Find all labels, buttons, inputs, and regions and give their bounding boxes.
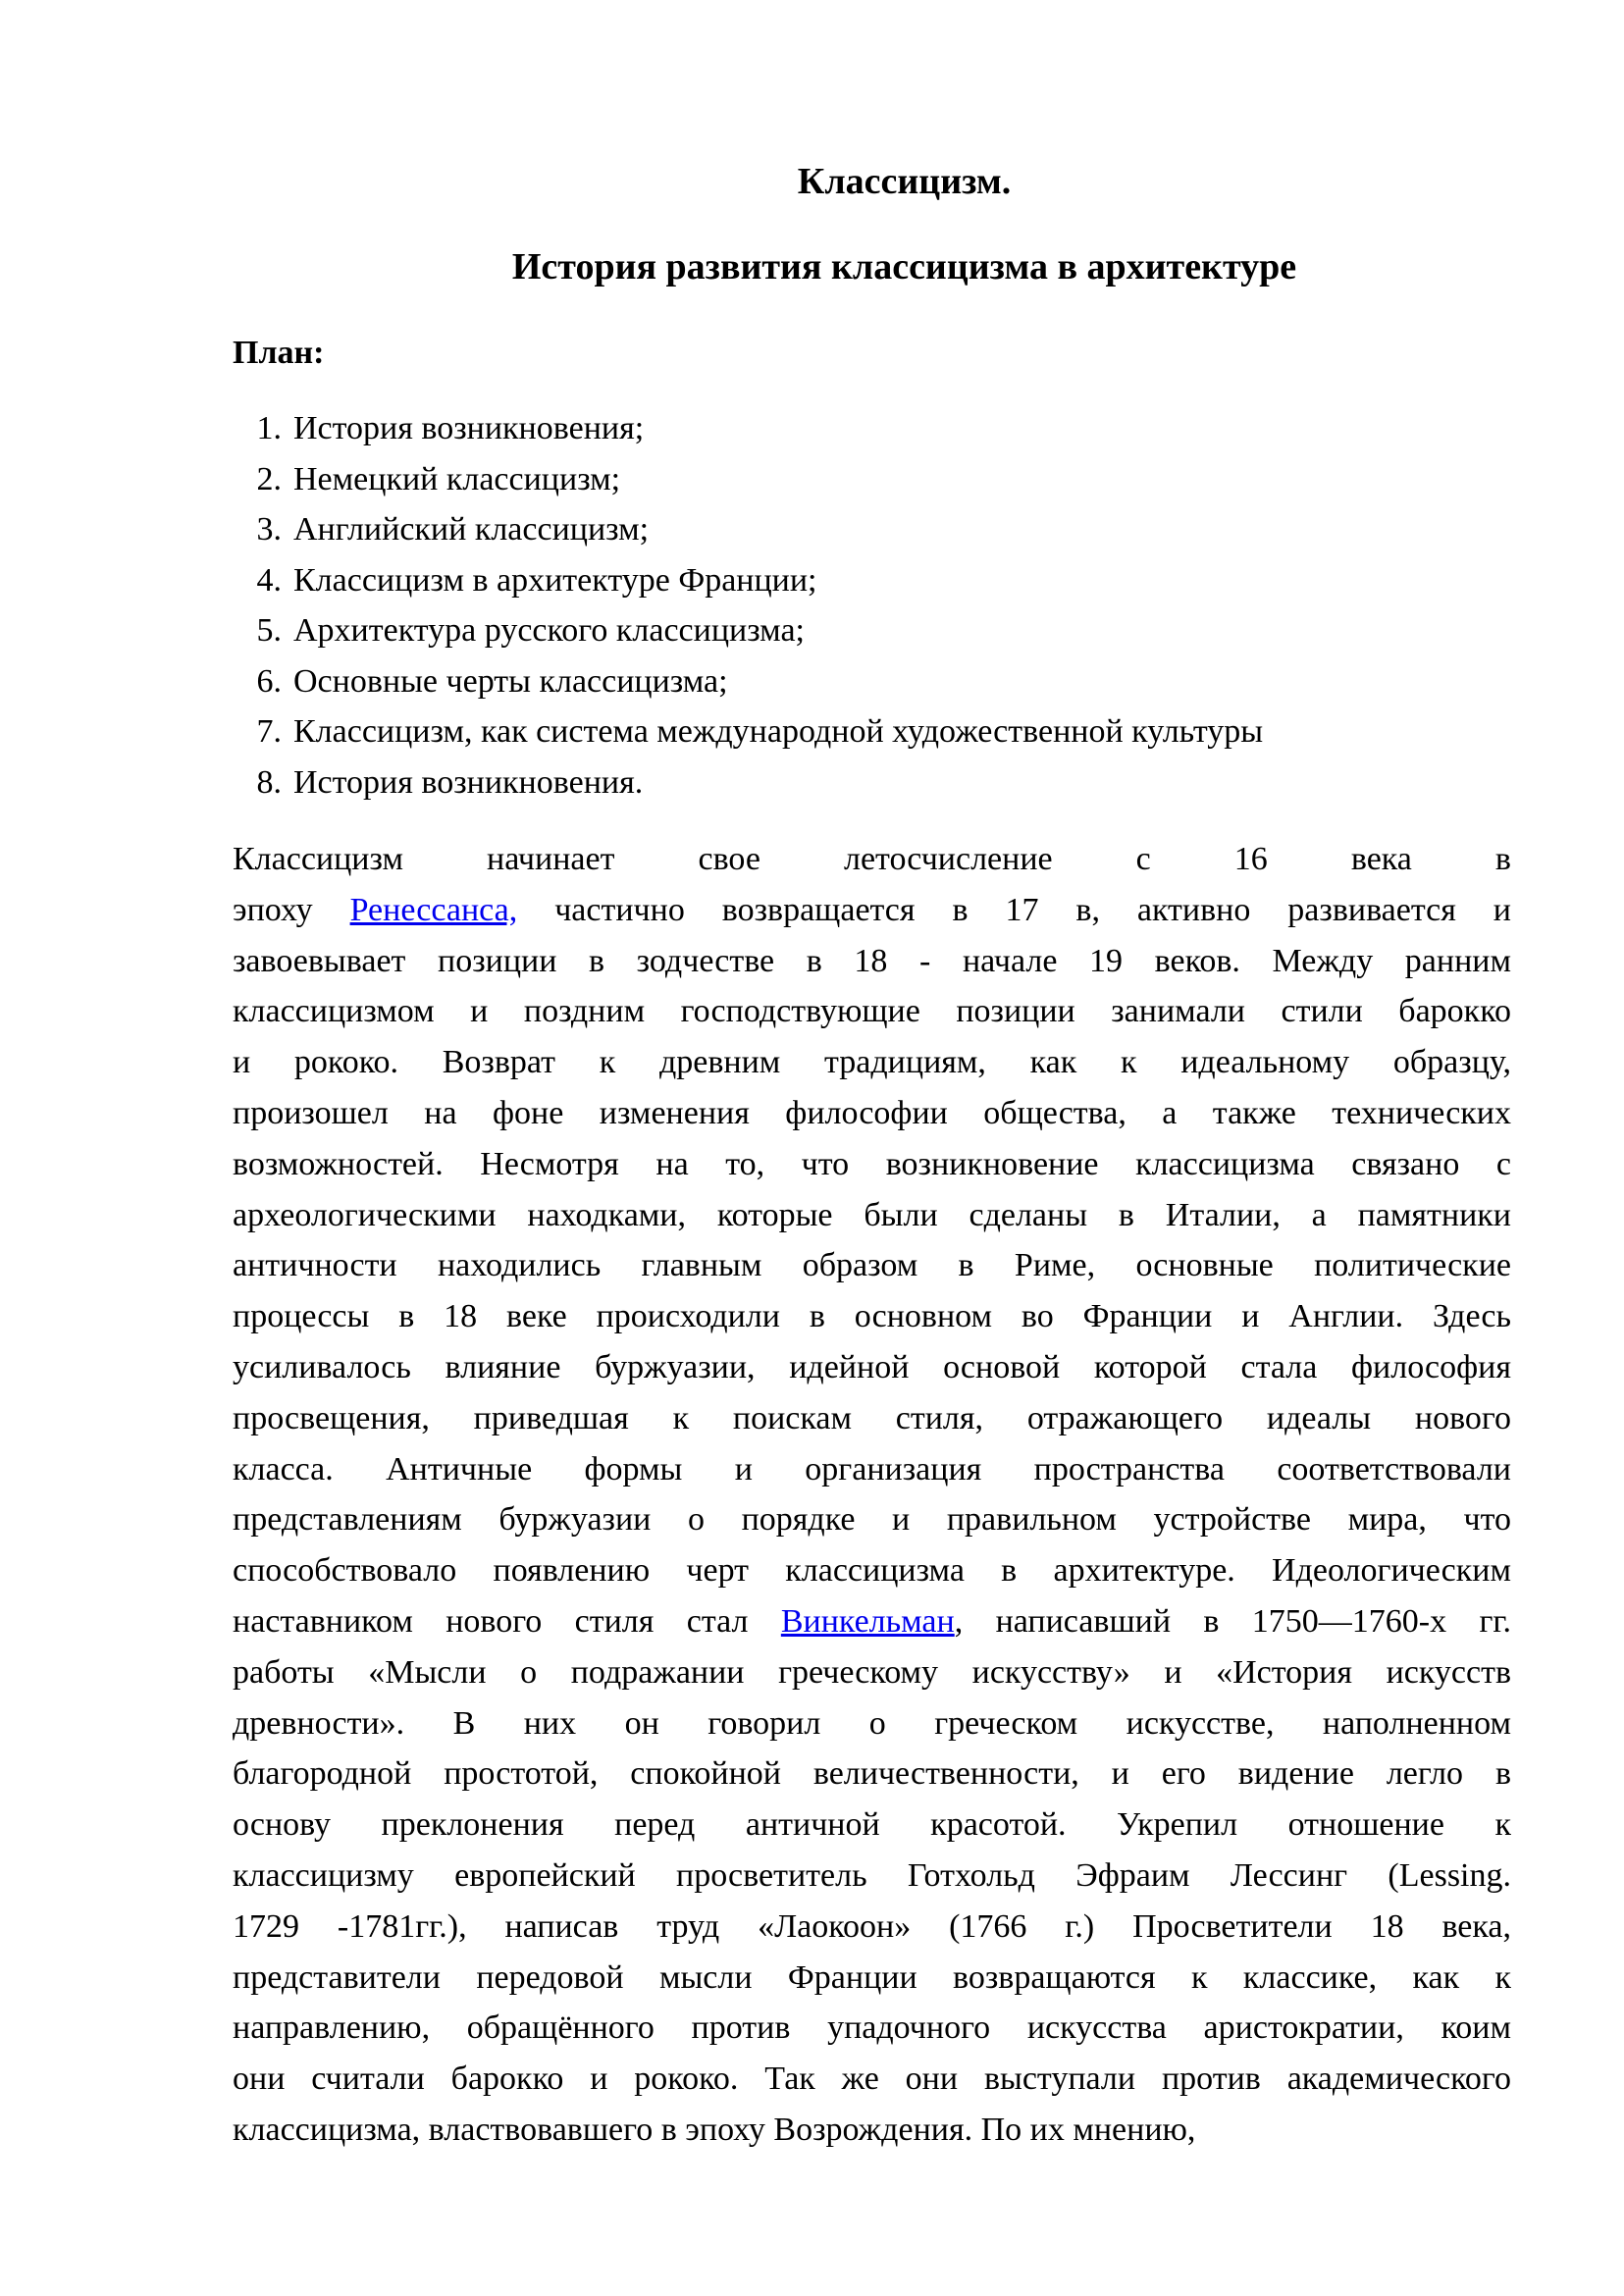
plan-item xyxy=(233,555,1263,606)
link-renaissance[interactable]: Ренессанса, xyxy=(349,891,518,928)
link-winckelmann[interactable]: Винкельман xyxy=(780,1602,955,1640)
plan-item-number: 2. xyxy=(256,460,282,497)
body-line: 1729 -1781гг.), написав труд «Лаокоон» (1766 г.) Просветители 18 века, xyxy=(233,1907,1511,1945)
plan-item-number: 3. xyxy=(256,511,282,548)
body-line xyxy=(233,885,1511,936)
body-line: они считали барокко и рококо. Так же они выступали против академического xyxy=(233,2061,1511,2098)
body-line: возможностей. Несмотря на то, что возникновение классицизма связано с xyxy=(233,1145,1511,1182)
plan-item-text: Английский классицизм; xyxy=(293,511,650,548)
plan-list xyxy=(233,403,1263,808)
plan-item xyxy=(233,605,1263,656)
body-line: просвещения, приведшая к поискам стиля, отражающего идеалы нового xyxy=(233,1399,1511,1436)
plan-item-number: 8. xyxy=(256,763,282,801)
plan-item-number: 6. xyxy=(256,662,282,700)
body-line-text: эпоху xyxy=(233,891,350,928)
plan-label: План: xyxy=(233,335,325,371)
plan-item-text: Классицизм в архитектуре Франции; xyxy=(293,561,817,599)
body-line-text: , написавший в 1750—1760-х гг. xyxy=(954,1602,1511,1640)
body-line-text: наставником нового стиля стал xyxy=(233,1602,781,1640)
plan-item-text: История возникновения. xyxy=(293,763,644,801)
document-title: Классицизм. xyxy=(797,161,1012,202)
plan-item xyxy=(233,403,1263,454)
body-line: античности находились главным образом в Риме, основные политические xyxy=(233,1247,1511,1284)
body-line: класса. Античные формы и организация пространства соответствовали xyxy=(233,1450,1511,1487)
plan-item-text: Классицизм, как система международной художественной культуры xyxy=(293,713,1264,750)
plan-item-text: История возникновения; xyxy=(293,410,645,446)
body-line: произошел на фоне изменения философии общества, а также технических xyxy=(233,1094,1511,1131)
plan-item-text: Немецкий классицизм; xyxy=(293,460,621,497)
body-line: древности». В них он говорил о греческом искусстве, наполненном xyxy=(233,1704,1511,1742)
body-line: направлению, обращённого против упадочного искусства аристократии, коим xyxy=(233,2009,1511,2047)
body-line: усиливалось влияние буржуазии, идейной основой которой стала философия xyxy=(233,1348,1511,1385)
plan-item xyxy=(233,454,1263,505)
plan-item xyxy=(233,656,1263,707)
plan-item-number: 5. xyxy=(256,612,282,649)
plan-item-number: 7. xyxy=(256,713,282,750)
plan-item-number: 4. xyxy=(256,561,282,599)
body-line: процессы в 18 веке происходили в основном во Франции и Англии. Здесь xyxy=(233,1298,1511,1335)
body-paragraph xyxy=(233,834,1511,2156)
body-line-text: частично возвращается в 17 в, активно развивается и xyxy=(517,891,1511,928)
body-line: и рококо. Возврат к древним традициям, как к идеальному образцу, xyxy=(233,1044,1511,1081)
body-line: основу преклонения перед античной красотой. Укрепил отношение к xyxy=(233,1806,1511,1844)
plan-item-number: 1. xyxy=(256,410,282,446)
plan-item xyxy=(233,757,1263,809)
plan-item xyxy=(233,504,1263,555)
body-line: Классицизм начинает свое летосчисление с 16 века в xyxy=(233,841,1511,877)
body-line: археологическими находками, которые были сделаны в Италии, а памятники xyxy=(233,1196,1511,1233)
body-line: завоевывает позиции в зодчестве в 18 - начале 19 веков. Между ранним xyxy=(233,942,1511,979)
body-line: способствовало появлению черт классицизма в архитектуре. Идеологическим xyxy=(233,1552,1511,1590)
plan-item-text: Архитектура русского классицизма; xyxy=(293,612,806,649)
body-line xyxy=(233,1596,1511,1647)
document-subtitle: История развития классицизма в архитектуре xyxy=(511,246,1297,287)
body-line: работы «Мысли о подражании греческому искусству» и «История искусств xyxy=(233,1653,1511,1691)
body-line: представлениям буржуазии о порядке и правильном устройстве мира, что xyxy=(233,1501,1511,1539)
body-line: классицизму европейский просветитель Готхольд Эфраим Лессинг (Lessing. xyxy=(233,1856,1511,1894)
body-line: представители передовой мысли Франции возвращаются к классике, как к xyxy=(233,1958,1511,1996)
body-line: благородной простотой, спокойной величественности, и его видение легло в xyxy=(233,1755,1511,1793)
plan-item-text: Основные черты классицизма; xyxy=(293,662,728,700)
body-line: классицизмом и поздним господствующие позиции занимали стили барокко xyxy=(233,993,1511,1030)
plan-item xyxy=(233,706,1263,757)
body-line: классицизма, властвовавшего в эпоху Возрождения. По их мнению, xyxy=(233,2111,1196,2148)
